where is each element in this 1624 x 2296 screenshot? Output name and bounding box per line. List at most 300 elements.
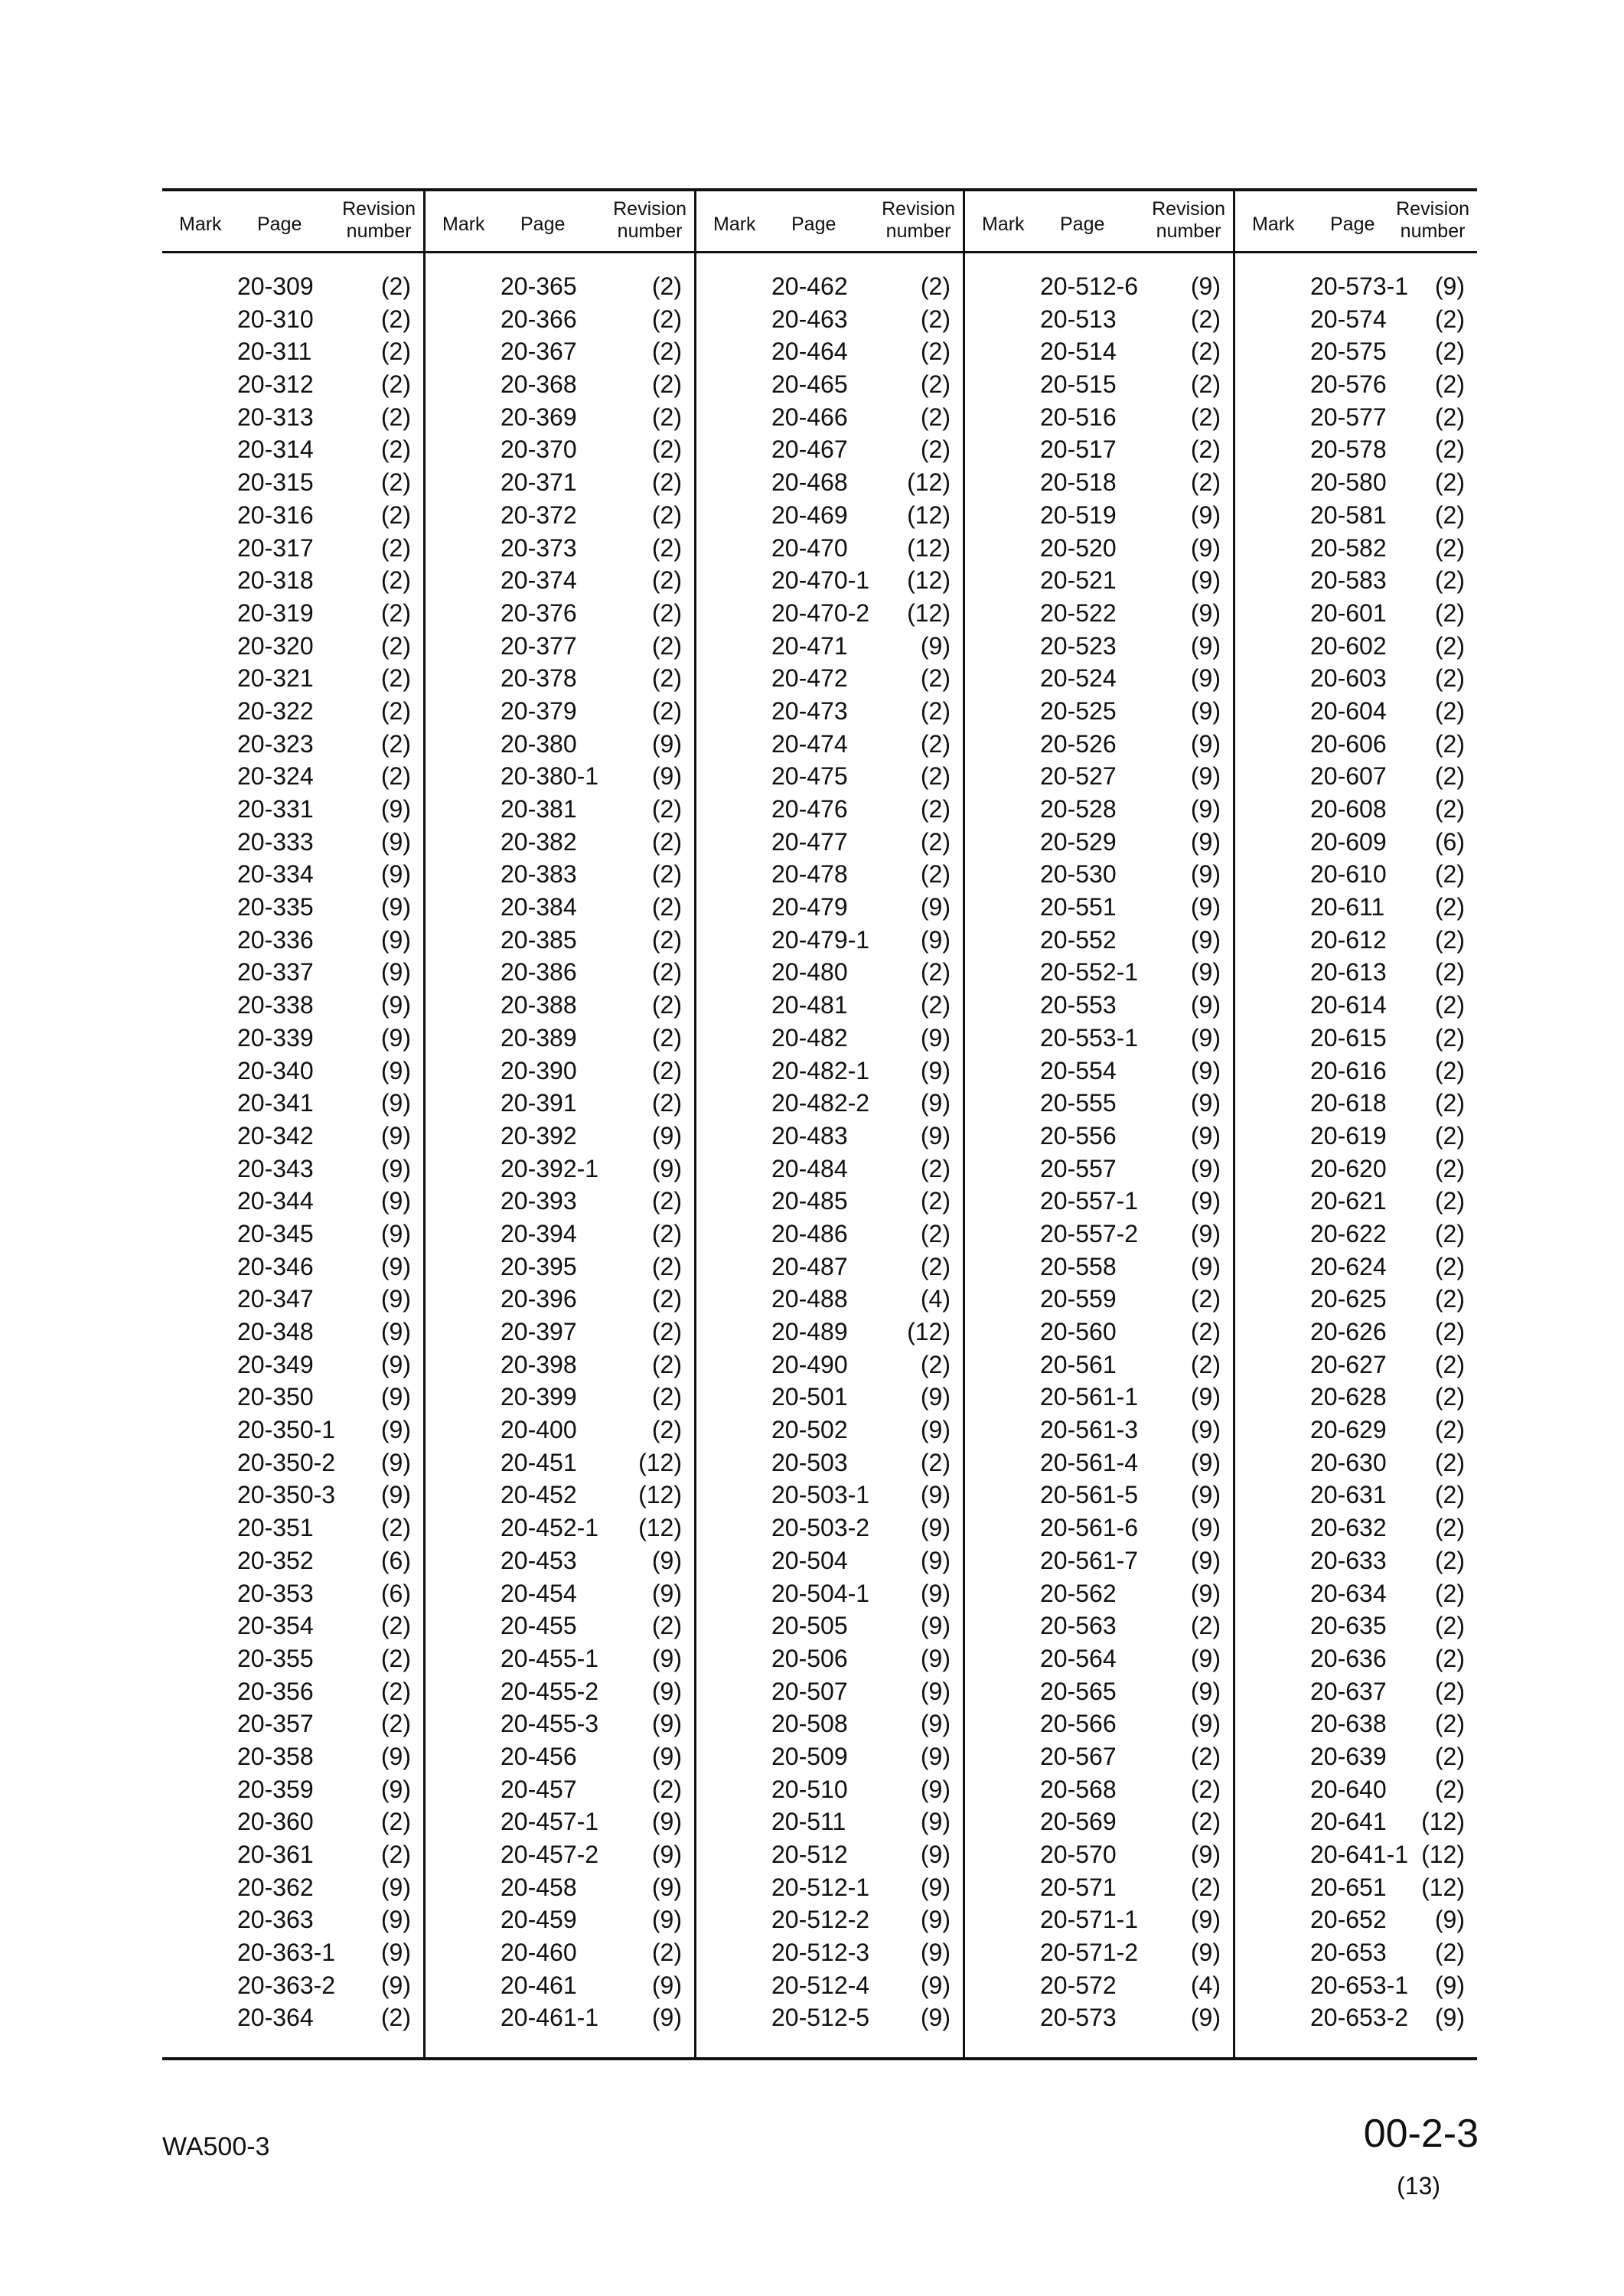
page-cell: 20-577 xyxy=(1310,403,1387,431)
page-cell: 20-561-3 xyxy=(1040,1416,1139,1444)
page-cell: 20-470-1 xyxy=(771,566,870,595)
revision-cell: (2) xyxy=(1434,1579,1465,1607)
page-cell: 20-452-1 xyxy=(501,1514,599,1542)
page-cell: 20-512-3 xyxy=(771,1939,870,1967)
table-row xyxy=(1235,369,1477,402)
table-row xyxy=(1235,271,1477,304)
table-row xyxy=(1235,1643,1477,1676)
header-mark: Mark xyxy=(179,214,222,235)
revision-cell: (2) xyxy=(651,631,682,660)
revision-cell: (2) xyxy=(920,795,951,823)
table-row xyxy=(696,859,963,892)
row-list xyxy=(162,271,423,2035)
page-cell: 20-564 xyxy=(1040,1644,1117,1672)
page-cell: 20-561-4 xyxy=(1040,1448,1139,1476)
revision-cell: (2) xyxy=(1434,795,1465,823)
revision-cell: (2) xyxy=(920,1187,951,1215)
table-row xyxy=(696,1774,963,1807)
revision-cell: (9) xyxy=(380,1481,411,1509)
revision-cell: (2) xyxy=(1434,991,1465,1019)
page-cell: 20-318 xyxy=(237,566,314,595)
page-cell: 20-470 xyxy=(771,533,848,562)
table-row xyxy=(696,304,963,337)
revision-cell: (2) xyxy=(651,860,682,889)
table-row xyxy=(696,925,963,957)
table-row xyxy=(426,990,694,1022)
table-row xyxy=(965,1316,1233,1349)
page-cell: 20-515 xyxy=(1040,370,1117,399)
revision-cell: (9) xyxy=(651,1677,682,1705)
page-cell: 20-311 xyxy=(237,338,312,366)
table-row xyxy=(426,304,694,337)
table-row xyxy=(965,1676,1233,1709)
table-row xyxy=(696,1055,963,1088)
revision-cell: (9) xyxy=(380,1121,411,1150)
revision-cell: (2) xyxy=(651,598,682,627)
page-cell: 20-581 xyxy=(1310,501,1387,529)
table-row xyxy=(426,1153,694,1186)
revision-cell: (2) xyxy=(1434,1939,1465,1967)
page-cell: 20-520 xyxy=(1040,533,1117,562)
revision-cell: (9) xyxy=(380,1775,411,1803)
column-5 xyxy=(1235,188,1477,2059)
table-row xyxy=(696,402,963,435)
table-row xyxy=(162,369,423,402)
revision-cell: (2) xyxy=(380,468,411,497)
revision-cell: (9) xyxy=(651,1154,682,1182)
table-row xyxy=(426,565,694,598)
page-cell: 20-342 xyxy=(237,1121,314,1150)
revision-cell: (9) xyxy=(920,1808,951,1836)
page-cell: 20-653-1 xyxy=(1310,1971,1409,1999)
table-row xyxy=(426,729,694,762)
page-cell: 20-571 xyxy=(1040,1873,1117,1901)
revision-cell: (4) xyxy=(920,1285,951,1313)
page-cell: 20-319 xyxy=(237,598,314,627)
row-list xyxy=(696,271,963,2035)
revision-cell: (9) xyxy=(651,1906,682,1934)
page-cell: 20-561-6 xyxy=(1040,1514,1139,1542)
revision-cell: (9) xyxy=(380,893,411,921)
table-row xyxy=(426,892,694,925)
table-row xyxy=(965,1872,1233,1905)
revision-cell: (9) xyxy=(651,1841,682,1868)
table-row xyxy=(965,1186,1233,1218)
revision-cell: (2) xyxy=(1434,696,1465,725)
revision-cell: (2) xyxy=(1190,305,1221,333)
revision-cell: (9) xyxy=(920,925,951,954)
table-row xyxy=(965,1088,1233,1120)
table-row xyxy=(162,304,423,337)
revision-cell: (9) xyxy=(1190,1383,1221,1411)
page-cell: 20-561-7 xyxy=(1040,1546,1139,1574)
table-row xyxy=(426,1414,694,1447)
table-row xyxy=(965,663,1233,696)
revision-cell: (9) xyxy=(1190,729,1221,758)
revision-cell: (2) xyxy=(651,566,682,595)
table-row xyxy=(696,1251,963,1284)
page-cell: 20-609 xyxy=(1310,827,1387,856)
revision-cell: (2) xyxy=(1434,1481,1465,1509)
revision-cell: (2) xyxy=(380,1677,411,1705)
table-row xyxy=(1235,1283,1477,1316)
revision-cell: (2) xyxy=(651,991,682,1019)
revision-cell: (2) xyxy=(1434,893,1465,921)
page-cell: 20-525 xyxy=(1040,696,1117,725)
table-row xyxy=(965,1937,1233,1970)
table-row xyxy=(1235,1316,1477,1349)
table-row xyxy=(1235,565,1477,598)
revision-cell: (2) xyxy=(380,501,411,529)
table-row xyxy=(1235,957,1477,990)
revision-cell: (9) xyxy=(1190,991,1221,1019)
page-cell: 20-509 xyxy=(771,1742,848,1770)
revision-cell: (9) xyxy=(920,1579,951,1607)
revision-cell: (2) xyxy=(651,1939,682,1967)
revision-cell: (12) xyxy=(907,598,951,627)
page-cell: 20-399 xyxy=(501,1383,577,1411)
table-row xyxy=(162,500,423,533)
page-cell: 20-395 xyxy=(501,1252,577,1280)
table-row xyxy=(426,2002,694,2035)
table-row xyxy=(426,957,694,990)
revision-cell: (2) xyxy=(920,762,951,791)
page-cell: 20-613 xyxy=(1310,958,1387,987)
table-row xyxy=(965,369,1233,402)
table-row xyxy=(1235,1512,1477,1545)
revision-cell: (2) xyxy=(1434,1089,1465,1117)
page-cell: 20-464 xyxy=(771,338,848,366)
table-row xyxy=(426,631,694,664)
page-cell: 20-388 xyxy=(501,991,577,1019)
revision-cell: (9) xyxy=(920,1416,951,1444)
table-row xyxy=(696,1512,963,1545)
table-row xyxy=(696,1153,963,1186)
page-cell: 20-573-1 xyxy=(1310,272,1409,300)
column-header xyxy=(1235,194,1477,248)
header-page: Page xyxy=(791,214,836,235)
revision-cell: (9) xyxy=(1190,795,1221,823)
revision-cell: (2) xyxy=(651,958,682,987)
table-row xyxy=(696,1806,963,1839)
table-row xyxy=(965,696,1233,729)
table-row xyxy=(426,1022,694,1055)
row-list xyxy=(965,271,1233,2035)
table-row xyxy=(1235,1774,1477,1807)
revision-cell: (2) xyxy=(1190,338,1221,366)
revision-cell: (4) xyxy=(1190,1971,1221,1999)
revision-cell: (2) xyxy=(380,664,411,693)
revision-cell: (2) xyxy=(380,305,411,333)
table-row xyxy=(162,1349,423,1382)
table-row xyxy=(696,1283,963,1316)
table-row xyxy=(696,1970,963,2003)
page-cell: 20-560 xyxy=(1040,1318,1117,1345)
revision-cell: (9) xyxy=(380,1383,411,1411)
page-cell: 20-337 xyxy=(237,958,314,987)
table-row xyxy=(696,990,963,1022)
table-row xyxy=(965,794,1233,827)
revision-cell: (9) xyxy=(920,1546,951,1574)
page-cell: 20-619 xyxy=(1310,1121,1387,1150)
revision-cell: (9) xyxy=(1190,1219,1221,1247)
revision-cell: (2) xyxy=(651,827,682,856)
revision-cell: (9) xyxy=(1190,1448,1221,1476)
table-row xyxy=(1235,1055,1477,1088)
revision-cell: (2) xyxy=(1434,729,1465,758)
page-cell: 20-604 xyxy=(1310,696,1387,725)
page-cell: 20-398 xyxy=(501,1350,577,1378)
table-row xyxy=(162,794,423,827)
revision-cell: (2) xyxy=(1434,631,1465,660)
page-cell: 20-381 xyxy=(501,795,577,823)
page-cell: 20-521 xyxy=(1040,566,1117,595)
revision-cell: (9) xyxy=(920,1841,951,1868)
table-row xyxy=(965,2002,1233,2035)
table-row xyxy=(426,1676,694,1709)
revision-cell: (2) xyxy=(1434,1285,1465,1313)
table-row xyxy=(426,925,694,957)
revision-cell: (9) xyxy=(1190,1416,1221,1444)
page-cell: 20-357 xyxy=(237,1710,314,1738)
page-cell: 20-373 xyxy=(501,533,577,562)
table-row xyxy=(162,2002,423,2035)
table-row xyxy=(426,336,694,369)
page-cell: 20-336 xyxy=(237,925,314,954)
table-row xyxy=(426,794,694,827)
table-row xyxy=(965,565,1233,598)
table-row xyxy=(162,1251,423,1284)
revision-cell: (9) xyxy=(1190,1710,1221,1738)
page-cell: 20-371 xyxy=(501,468,577,497)
revision-cell: (2) xyxy=(651,1285,682,1313)
page-cell: 20-465 xyxy=(771,370,848,399)
page-cell: 20-346 xyxy=(237,1252,314,1280)
page-cell: 20-471 xyxy=(771,631,848,660)
revision-cell: (9) xyxy=(1190,1023,1221,1052)
page-cell: 20-355 xyxy=(237,1644,314,1672)
table-row xyxy=(965,1578,1233,1611)
page-cell: 20-653-2 xyxy=(1310,2004,1409,2032)
page-cell: 20-339 xyxy=(237,1023,314,1052)
page-cell: 20-460 xyxy=(501,1939,577,1967)
revision-cell: (9) xyxy=(1190,272,1221,300)
revision-cell: (2) xyxy=(1434,1318,1465,1345)
revision-cell: (9) xyxy=(380,991,411,1019)
header-revision-number: Revision number xyxy=(613,198,686,242)
page-cell: 20-463 xyxy=(771,305,848,333)
table-row xyxy=(162,533,423,566)
revision-cell: (2) xyxy=(1434,958,1465,987)
page-cell: 20-389 xyxy=(501,1023,577,1052)
revision-cell: (9) xyxy=(651,729,682,758)
page-cell: 20-611 xyxy=(1310,893,1385,921)
revision-cell: (2) xyxy=(1434,925,1465,954)
column-header xyxy=(696,194,963,248)
revision-cell: (6) xyxy=(1434,827,1465,856)
revision-cell: (2) xyxy=(1434,370,1465,399)
page-cell: 20-512-1 xyxy=(771,1873,870,1901)
revision-cell: (2) xyxy=(380,403,411,431)
page-cell: 20-472 xyxy=(771,664,848,693)
table-row xyxy=(162,1512,423,1545)
page-cell: 20-483 xyxy=(771,1121,848,1150)
page-cell: 20-583 xyxy=(1310,566,1387,595)
revision-cell: (9) xyxy=(1190,1906,1221,1934)
page-cell: 20-523 xyxy=(1040,631,1117,660)
revision-cell: (2) xyxy=(380,272,411,300)
revision-cell: (2) xyxy=(651,925,682,954)
revision-cell: (9) xyxy=(1434,2004,1465,2032)
revision-cell: (2) xyxy=(651,1089,682,1117)
page-cell: 20-480 xyxy=(771,958,848,987)
table-row xyxy=(1235,1447,1477,1480)
table-row xyxy=(426,696,694,729)
page-cell: 20-513 xyxy=(1040,305,1117,333)
revision-cell: (2) xyxy=(380,338,411,366)
table-row xyxy=(162,1806,423,1839)
revision-cell: (2) xyxy=(380,1710,411,1738)
table-row xyxy=(696,1643,963,1676)
table-row xyxy=(1235,1479,1477,1512)
table-row xyxy=(965,1447,1233,1480)
revision-cell: (9) xyxy=(380,1742,411,1770)
page-cell: 20-504-1 xyxy=(771,1579,870,1607)
table-row xyxy=(696,1316,963,1349)
page-cell: 20-508 xyxy=(771,1710,848,1738)
revision-cell: (2) xyxy=(1434,1383,1465,1411)
page-cell: 20-479-1 xyxy=(771,925,870,954)
revision-cell: (9) xyxy=(380,1448,411,1476)
page-cell: 20-628 xyxy=(1310,1383,1387,1411)
table-row xyxy=(696,892,963,925)
page-cell: 20-382 xyxy=(501,827,577,856)
revision-cell: (2) xyxy=(920,1252,951,1280)
revision-cell: (2) xyxy=(920,729,951,758)
page-cell: 20-606 xyxy=(1310,729,1387,758)
page-cell: 20-653 xyxy=(1310,1939,1387,1967)
revision-cell: (9) xyxy=(380,1318,411,1345)
revision-cell: (2) xyxy=(1190,1742,1221,1770)
table-row xyxy=(696,1414,963,1447)
page-cell: 20-313 xyxy=(237,403,314,431)
page-cell: 20-572 xyxy=(1040,1971,1117,1999)
revision-cell: (2) xyxy=(651,1416,682,1444)
revision-cell: (12) xyxy=(907,501,951,529)
page-cell: 20-366 xyxy=(501,305,577,333)
table-row xyxy=(426,1937,694,1970)
table-row xyxy=(696,794,963,827)
page-cell: 20-345 xyxy=(237,1219,314,1247)
revision-cell: (9) xyxy=(920,1939,951,1967)
revision-cell: (2) xyxy=(651,305,682,333)
page-cell: 20-479 xyxy=(771,893,848,921)
page-cell: 20-377 xyxy=(501,631,577,660)
table-row xyxy=(162,598,423,631)
revision-cell: (2) xyxy=(920,403,951,431)
table-row xyxy=(162,1186,423,1218)
revision-cell: (2) xyxy=(651,1318,682,1345)
revision-cell: (12) xyxy=(638,1448,682,1476)
table-row xyxy=(965,729,1233,762)
page-cell: 20-350-2 xyxy=(237,1448,336,1476)
table-row xyxy=(162,1708,423,1741)
table-row xyxy=(965,1349,1233,1382)
revision-cell: (2) xyxy=(920,305,951,333)
table-row xyxy=(162,925,423,957)
page-cell: 20-557-1 xyxy=(1040,1187,1139,1215)
table-row xyxy=(696,336,963,369)
table-row xyxy=(426,1872,694,1905)
revision-cell: (2) xyxy=(651,1775,682,1803)
table-row xyxy=(696,827,963,859)
header-mark: Mark xyxy=(982,214,1025,235)
column-4 xyxy=(965,188,1233,2059)
table-row xyxy=(965,533,1233,566)
page-cell: 20-397 xyxy=(501,1318,577,1345)
table-row xyxy=(162,957,423,990)
page-cell: 20-453 xyxy=(501,1546,577,1574)
page-cell: 20-353 xyxy=(237,1579,314,1607)
table-row xyxy=(162,1218,423,1251)
table-row xyxy=(1235,1676,1477,1709)
table-row xyxy=(162,1153,423,1186)
table-row xyxy=(696,1937,963,1970)
revision-cell: (2) xyxy=(920,958,951,987)
page-cell: 20-563 xyxy=(1040,1612,1117,1640)
page-cell: 20-634 xyxy=(1310,1579,1387,1607)
page-cell: 20-367 xyxy=(501,338,577,366)
page-cell: 20-461 xyxy=(501,1971,577,1999)
header-mark: Mark xyxy=(442,214,485,235)
table-row xyxy=(965,271,1233,304)
table-row xyxy=(965,1839,1233,1872)
table-row xyxy=(1235,1578,1477,1611)
page-cell: 20-615 xyxy=(1310,1023,1387,1052)
page-cell: 20-475 xyxy=(771,762,848,791)
page-cell: 20-575 xyxy=(1310,338,1387,366)
page-cell: 20-629 xyxy=(1310,1416,1387,1444)
table-row xyxy=(426,1479,694,1512)
revision-cell: (2) xyxy=(651,795,682,823)
revision-cell: (2) xyxy=(651,1056,682,1084)
page-cell: 20-352 xyxy=(237,1546,314,1574)
revision-cell: (2) xyxy=(1190,1350,1221,1378)
revision-cell: (2) xyxy=(380,370,411,399)
page-cell: 20-376 xyxy=(501,598,577,627)
page-cell: 20-317 xyxy=(237,533,314,562)
page-cell: 20-482-1 xyxy=(771,1056,870,1084)
revision-cell: (2) xyxy=(651,533,682,562)
page-cell: 20-557 xyxy=(1040,1154,1117,1182)
revision-cell: (2) xyxy=(1190,370,1221,399)
table-row xyxy=(696,1578,963,1611)
table-row xyxy=(965,1806,1233,1839)
table-row xyxy=(162,1316,423,1349)
revision-cell: (2) xyxy=(651,338,682,366)
page-cell: 20-360 xyxy=(237,1808,314,1836)
page-cell: 20-503-2 xyxy=(771,1514,870,1542)
page-cell: 20-454 xyxy=(501,1579,577,1607)
revision-cell: (2) xyxy=(1434,1056,1465,1084)
page-cell: 20-385 xyxy=(501,925,577,954)
page-cell: 20-580 xyxy=(1310,468,1387,497)
revision-cell: (9) xyxy=(920,1089,951,1117)
revision-cell: (9) xyxy=(1190,696,1221,725)
table-row xyxy=(426,1283,694,1316)
revision-cell: (2) xyxy=(1434,860,1465,889)
revision-cell: (9) xyxy=(651,1579,682,1607)
